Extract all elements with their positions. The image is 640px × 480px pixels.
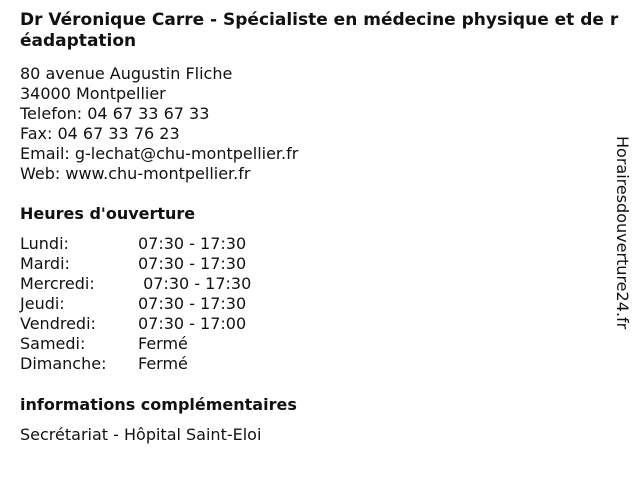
city-postcode: 34000 Montpellier [20,84,166,103]
phone-number: Telefon: 04 67 33 67 33 [20,104,210,123]
info-text: Secrétariat - Hôpital Saint-Eloi [20,425,262,444]
hours-time: Fermé [138,354,188,373]
email-address: Email: g-lechat@chu-montpellier.fr [20,144,299,163]
hours-row [20,254,251,274]
side-brand-watermark: Horairesdouverture24.fr [613,136,632,330]
hours-time: 07:30 - 17:00 [138,314,247,333]
hours-time: Fermé [138,334,188,353]
hours-time: 07:30 - 17:30 [138,254,247,273]
fax-number: Fax: 04 67 33 76 23 [20,124,180,143]
hours-day: Vendredi: [20,314,96,333]
hours-row [20,354,251,374]
hours-day: Jeudi: [20,294,65,313]
website-link[interactable]: Web: www.chu-montpellier.fr [20,164,251,183]
hours-row [20,334,251,354]
hours-heading: Heures d'ouverture [20,204,196,223]
info-heading: informations complémentaires [20,395,297,414]
hours-day: Mardi: [20,254,70,273]
hours-day: Samedi: [20,334,86,353]
hours-row [20,234,251,254]
hours-row [20,314,251,334]
hours-day: Lundi: [20,234,69,253]
hours-day: Mercredi: [20,274,95,293]
hours-time: 07:30 - 17:30 [138,274,252,293]
hours-row [20,274,251,294]
hours-row [20,294,251,314]
street-address: 80 avenue Augustin Fliche [20,64,233,83]
hours-day: Dimanche: [20,354,107,373]
hours-time: 07:30 - 17:30 [138,234,247,253]
opening-hours-table [20,234,251,374]
page-title: Dr Véronique Carre - Spécialiste en médecine physique et de réadaptation [20,10,619,51]
hours-time: 07:30 - 17:30 [138,294,247,313]
contact-block [20,64,298,184]
